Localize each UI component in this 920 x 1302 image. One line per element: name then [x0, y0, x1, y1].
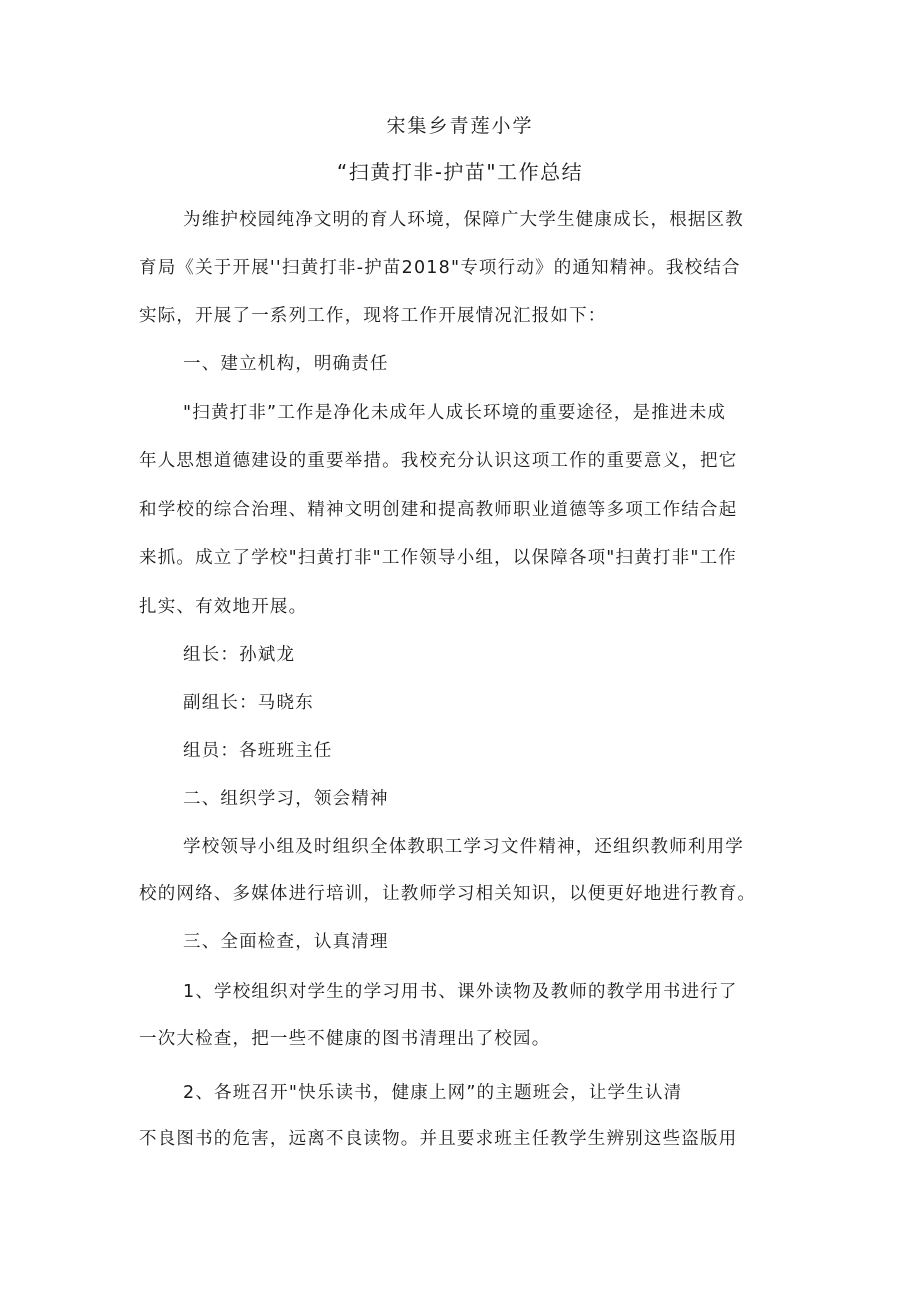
section-2-line-2: 校的网络、多媒体进行培训，让教师学习相关知识，以便更好地进行教育。 [139, 884, 757, 904]
section-3-item-2-line-2: 不良图书的危害，远离不良读物。并且要求班主任教学生辨别这些盗版用 [139, 1129, 738, 1149]
intro-line-2: 育局《关于开展''扫黄打非-护苗2018"专项行动》的通知精神。我校结合 [139, 258, 741, 278]
section-1-line-5: 扎实、有效地开展。 [139, 597, 308, 617]
group-leader: 组长：孙斌龙 [183, 645, 296, 665]
section-2-line-1: 学校领导小组及时组织全体教职工学习文件精神，还组织教师利用学 [183, 837, 744, 857]
school-name: 宋集乡青莲小学 [386, 115, 534, 137]
section-1-heading: 一、建立机构，明确责任 [183, 354, 389, 374]
section-1-line-2: 年人思想道德建设的重要举措。我校充分认识这项工作的重要意义，把它 [139, 451, 738, 471]
section-1-line-4: 来抓。成立了学校"扫黄打非"工作领导小组，以保障各项"扫黄打非"工作 [139, 548, 737, 568]
intro-line-1: 为维护校园纯净文明的育人环境，保障广大学生健康成长，根据区教 [183, 210, 744, 230]
section-1-line-3: 和学校的综合治理、精神文明创建和提高教师职业道德等多项工作结合起 [139, 500, 738, 520]
group-members: 组员：各班班主任 [183, 741, 333, 761]
intro-line-3: 实际，开展了一系列工作，现将工作开展情况汇报如下： [139, 306, 607, 326]
document-title: “扫黄打非-护苗"工作总结 [336, 160, 584, 184]
section-3-item-1-line-2: 一次大检查，把一些不健康的图书清理出了校园。 [139, 1029, 551, 1049]
section-3-item-1-line-1: 1、学校组织对学生的学习用书、课外读物及教师的教学用书进行了 [183, 982, 738, 1002]
group-deputy-leader: 副组长：马晓东 [183, 693, 314, 713]
section-3-heading: 三、全面检查，认真清理 [183, 932, 389, 952]
section-3-item-2-line-1: 2、各班召开"快乐读书，健康上网”的主题班会，让学生认清 [183, 1083, 683, 1103]
section-1-line-1: "扫黄打非”工作是净化未成年人成长环境的重要途径，是推进未成 [183, 403, 727, 423]
section-2-heading: 二、组织学习，领会精神 [183, 789, 389, 809]
